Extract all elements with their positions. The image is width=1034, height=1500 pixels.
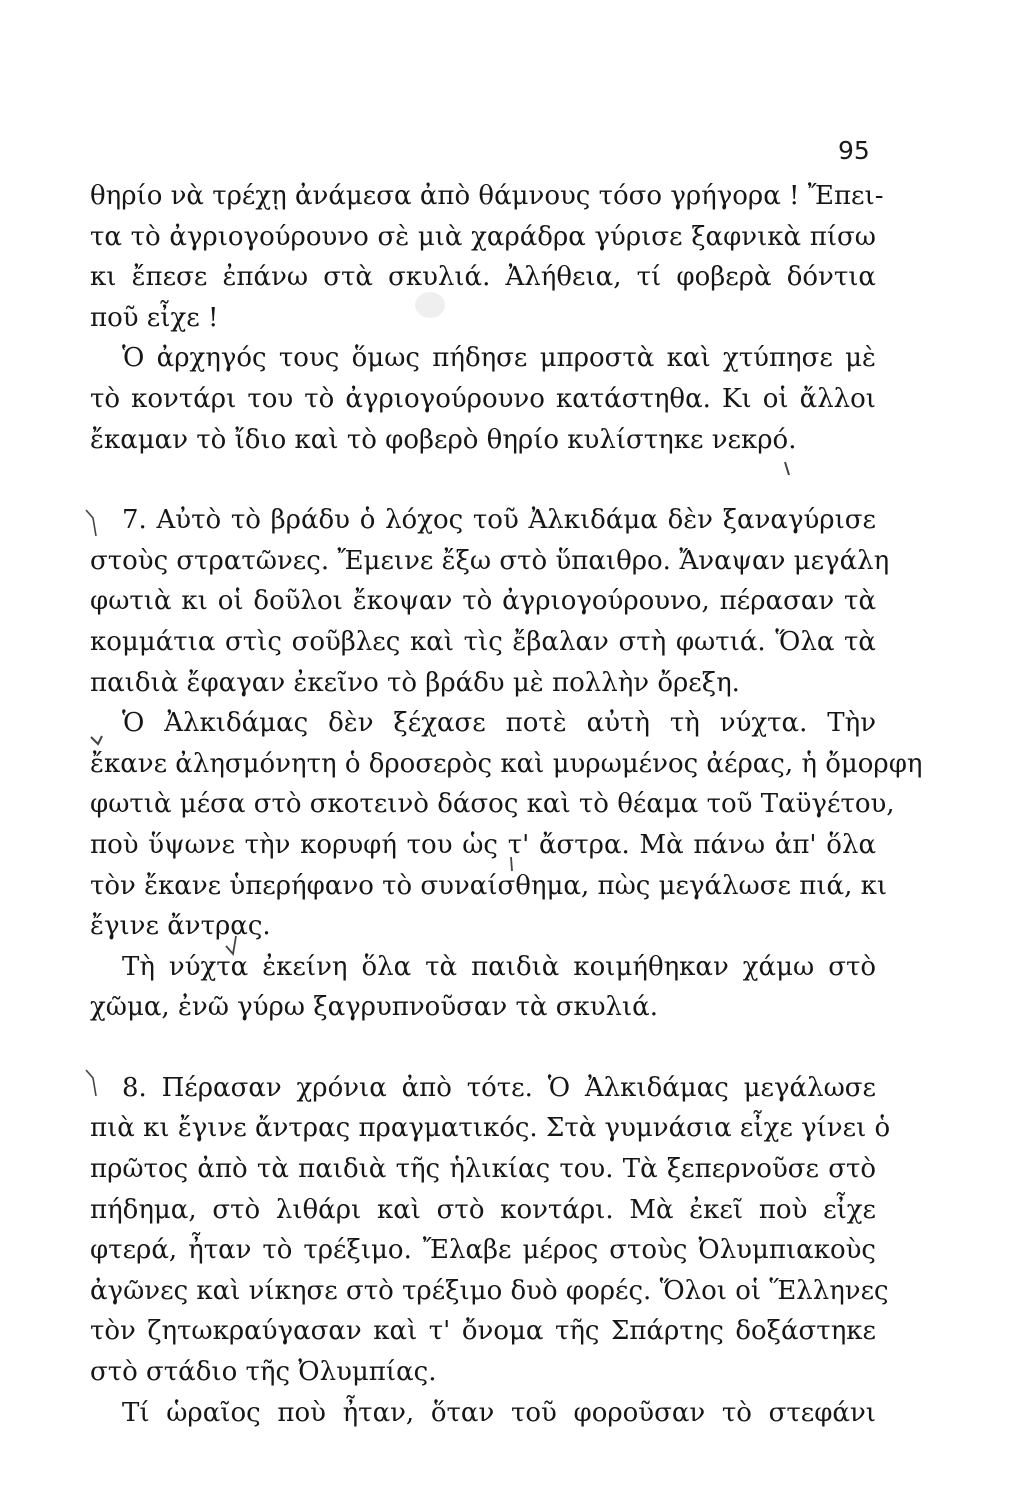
text-line: στὸ στάδιο τῆς Ὀλυμπίας.: [90, 1357, 437, 1388]
text-line: Ὁ ἀρχηγός τους ὅμως πήδησε μπροστὰ καὶ χτύπησε μὲ: [122, 343, 876, 374]
text-line: παιδιὰ ἔφαγαν ἐκεῖνο τὸ βράδυ μὲ πολλὴν ὄρεξη.: [90, 667, 740, 698]
text-line: ἔγινε ἄντρας.: [90, 911, 271, 942]
text-line: κι ἔπεσε ἐπάνω στὰ σκυλιά. Ἀλήθεια, τί φοβερὰ δόντια: [90, 262, 876, 293]
text-line: τὸν ἔκανε ὑπερήφανο τὸ συναίσθημα, πὼς μεγάλωσε πιά, κι: [90, 870, 888, 901]
body-text: [90, 176, 923, 1433]
pencil-tick-mark: [224, 934, 242, 960]
pencil-tick-mark: [84, 506, 104, 540]
text-line: Τὴ νύχτα ἐκείνη ὅλα τὰ παιδιὰ κοιμήθηκαν χάμω στὸ: [122, 951, 876, 982]
page-number: 95: [838, 136, 870, 165]
text-line: φωτιὰ κι οἱ δοῦλοι ἔκοψαν τὸ ἀγριογούρουνο, πέρασαν τὰ: [90, 586, 876, 617]
text-line: ἔκαμαν τὸ ἴδιο καὶ τὸ φοβερὸ θηρίο κυλίστηκε νεκρό.: [90, 424, 797, 455]
pencil-tick-mark: [507, 855, 519, 875]
text-line: πιὰ κι ἔγινε ἄντρας πραγματικός. Στὰ γυμνάσια εἶχε γίνει ὁ: [90, 1113, 891, 1144]
text-line: Ὁ Ἀλκιδάμας δὲν ξέχασε ποτὲ αὐτὴ τὴ νύχτα. Τὴν: [122, 708, 876, 739]
text-line: τὸν ζητωκραύγασαν καὶ τ' ὄνομα τῆς Σπάρτης δοξάστηκε: [90, 1316, 876, 1347]
paper-smudge: [415, 292, 445, 318]
text-line: τα τὸ ἀγριογούρουνο σὲ μιὰ χαράδρα γύρισε ξαφνικὰ πίσω: [90, 221, 876, 252]
section-gap: [90, 460, 876, 500]
text-line: χῶμα, ἐνῶ γύρω ξαγρυπνοῦσαν τὰ σκυλιά.: [90, 992, 659, 1023]
pencil-tick-mark: [783, 459, 793, 479]
paragraph: [90, 500, 890, 703]
text-line: 8. Πέρασαν χρόνια ἀπὸ τότε. Ὁ Ἀλκιδάμας μεγάλωσε: [122, 1072, 876, 1103]
text-line: ἀγῶνες καὶ νίκησε στὸ τρέξιμο δυὸ φορές. Ὅλοι οἱ Ἕλληνες: [90, 1275, 889, 1306]
section-gap: [90, 1028, 876, 1068]
pencil-tick-mark: [90, 732, 108, 752]
text-line: φτερά, ἦταν τὸ τρέξιμο. Ἔλαβε μέρος στοὺς Ὀλυμπιακοὺς: [90, 1235, 876, 1266]
text-line: φωτιὰ μέσα στὸ σκοτεινὸ δάσος καὶ τὸ θέαμα τοῦ Ταϋγέτου,: [90, 789, 895, 820]
paragraph: [90, 703, 923, 947]
paragraph: [90, 176, 884, 338]
text-line: ποῦ εἶχε !: [90, 302, 219, 333]
text-line: ἔκανε ἀλησμόνητη ὁ δροσερὸς καὶ μυρωμένος ἀέρας, ἡ ὄμορφη: [90, 748, 923, 779]
text-line: 7. Αὐτὸ τὸ βράδυ ὁ λόχος τοῦ Ἀλκιδάμα δὲν ξαναγύρισε: [122, 505, 876, 536]
text-line: θηρίο νὰ τρέχῃ ἀνάμεσα ἀπὸ θάμνους τόσο γρήγορα ! Ἔπει-: [90, 181, 884, 211]
paragraph: [90, 947, 876, 1028]
paragraph: [90, 1393, 876, 1434]
text-line: ποὺ ὕψωνε τὴν κορυφή του ὡς τ' ἄστρα. Μὰ πάνω ἀπ' ὅλα: [90, 829, 876, 860]
paragraph: [90, 338, 876, 460]
text-line: πρῶτος ἀπὸ τὰ παιδιὰ τῆς ἡλικίας του. Τὰ ξεπερνοῦσε στὸ: [90, 1154, 876, 1185]
paragraph: [90, 1068, 891, 1393]
text-line: τὸ κοντάρι του τὸ ἀγριογούρουνο κατάστηθα. Κι οἱ ἄλλοι: [90, 383, 876, 414]
text-line: στοὺς στρατῶνες. Ἔμεινε ἔξω στὸ ὕπαιθρο. Ἄναψαν μεγάλη: [90, 545, 890, 576]
text-line: κομμάτια στὶς σοῦβλες καὶ τὶς ἔβαλαν στὴ φωτιά. Ὅλα τὰ: [90, 626, 876, 657]
pencil-tick-mark: [84, 1066, 104, 1100]
text-line: Τί ὡραῖος ποὺ ἦταν, ὅταν τοῦ φοροῦσαν τὸ στεφάνι: [122, 1397, 876, 1428]
text-line: πήδημα, στὸ λιθάρι καὶ στὸ κοντάρι. Μὰ ἐκεῖ ποὺ εἶχε: [90, 1194, 876, 1225]
